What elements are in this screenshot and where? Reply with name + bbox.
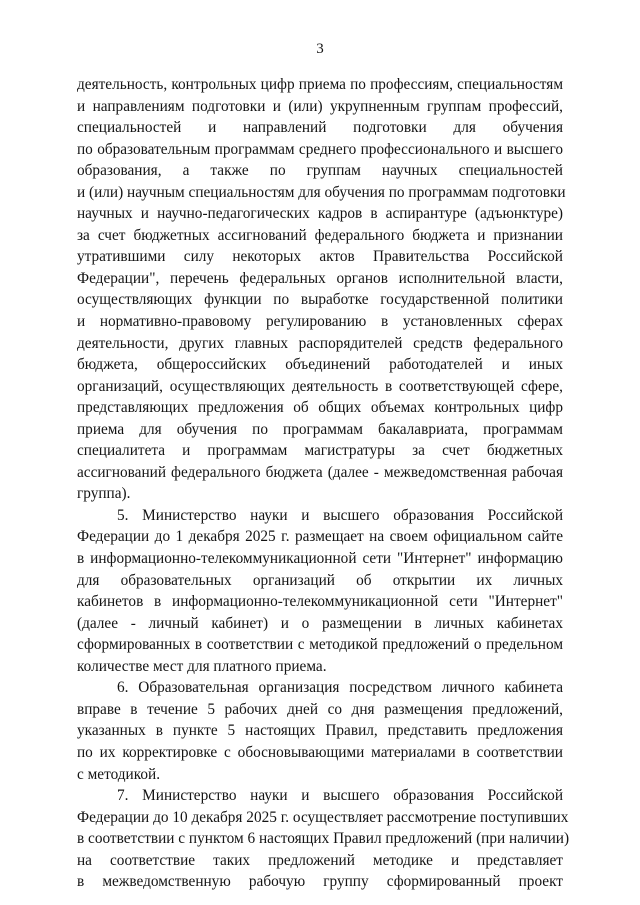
text-line: для образовательных организаций об открытии их личных xyxy=(77,571,563,589)
text-line: образования, а также по группам научных специальностей xyxy=(77,162,563,180)
text-line: по образовательным программам среднего профессионального и высшего xyxy=(77,140,563,158)
text-line: (далее - личный кабинет) и о размещении в личных кабинетах xyxy=(77,614,563,632)
text-line: деятельности, других главных распорядителей средств федерального xyxy=(77,334,563,352)
text-line: в соответствии с пунктом 6 настоящих Правил предложений (при наличии) xyxy=(77,830,570,848)
paragraph-first-line: 5. Министерство науки и высшего образования Российской xyxy=(117,506,563,524)
text-line: представляющих предложения об общих объемах контрольных цифр xyxy=(77,399,563,417)
text-line: деятельность, контрольных цифр приема по профессиям, специальностям xyxy=(77,76,563,93)
text-line: специалитета и программам магистратуры за счет бюджетных xyxy=(77,442,563,460)
paragraph-first-line: 7. Министерство науки и высшего образования Российской xyxy=(117,787,563,805)
text-line: ассигнований федерального бюджета (далее - межведомственная рабочая xyxy=(77,463,563,481)
body-text xyxy=(77,74,570,893)
text-line: сформированных в соответствии с методикой предложений о предельном xyxy=(77,636,563,654)
text-line: в информационно-телекоммуникационной сети "Интернет" информацию xyxy=(77,550,563,568)
text-line: и направлениям подготовки и (или) укрупненным группам профессий, xyxy=(77,97,563,115)
text-line: и (или) научным специальностям для обучения по программам подготовки xyxy=(77,183,566,201)
text-line: кабинетов в информационно-телекоммуникационной сети "Интернет" xyxy=(77,593,563,611)
page-number: 3 xyxy=(316,41,324,57)
text-line: группа). xyxy=(77,485,131,503)
text-line: за счет бюджетных ассигнований федерального бюджета и признании xyxy=(77,226,563,244)
paragraph-first-line: 6. Образовательная организация посредством личного кабинета xyxy=(117,679,563,697)
text-line: организаций, осуществляющих деятельность в соответствующей сфере, xyxy=(77,377,563,395)
text-line: на соответствие таких предложений методике и представляет xyxy=(77,851,563,869)
text-line: Федерации", перечень федеральных органов исполнительной власти, xyxy=(77,269,563,287)
text-line: специальностей и направлений подготовки для обучения xyxy=(77,119,563,137)
text-line: Федерации до 10 декабря 2025 г. осуществляет рассмотрение поступивших xyxy=(77,808,569,826)
text-line: по их корректировке с обосновывающими материалами в соответствии xyxy=(77,743,563,761)
text-line: утратившими силу некоторых актов Правительства Российской xyxy=(77,248,563,266)
text-line: осуществляющих функции по выработке государственной политики xyxy=(77,291,563,309)
text-line: Федерации до 1 декабря 2025 г. размещает на своем официальном сайте xyxy=(77,528,563,546)
text-line: указанных в пункте 5 настоящих Правил, представить предложения xyxy=(77,722,563,740)
text-line: с методикой. xyxy=(77,765,161,783)
text-line: научных и научно-педагогических кадров в аспирантуре (адъюнктуре) xyxy=(77,205,563,223)
text-line: вправе в течение 5 рабочих дней со дня размещения предложений, xyxy=(77,700,563,718)
text-line: приема для обучения по программам бакалавриата, программам xyxy=(77,420,563,438)
text-line: и нормативно-правовому регулированию в установленных сферах xyxy=(77,313,563,331)
text-line: в межведомственную рабочую группу сформированный проект xyxy=(77,873,563,891)
text-line: количестве мест для платного приема. xyxy=(77,657,327,675)
text-line: бюджета, общероссийских объединений работодателей и иных xyxy=(77,356,563,374)
